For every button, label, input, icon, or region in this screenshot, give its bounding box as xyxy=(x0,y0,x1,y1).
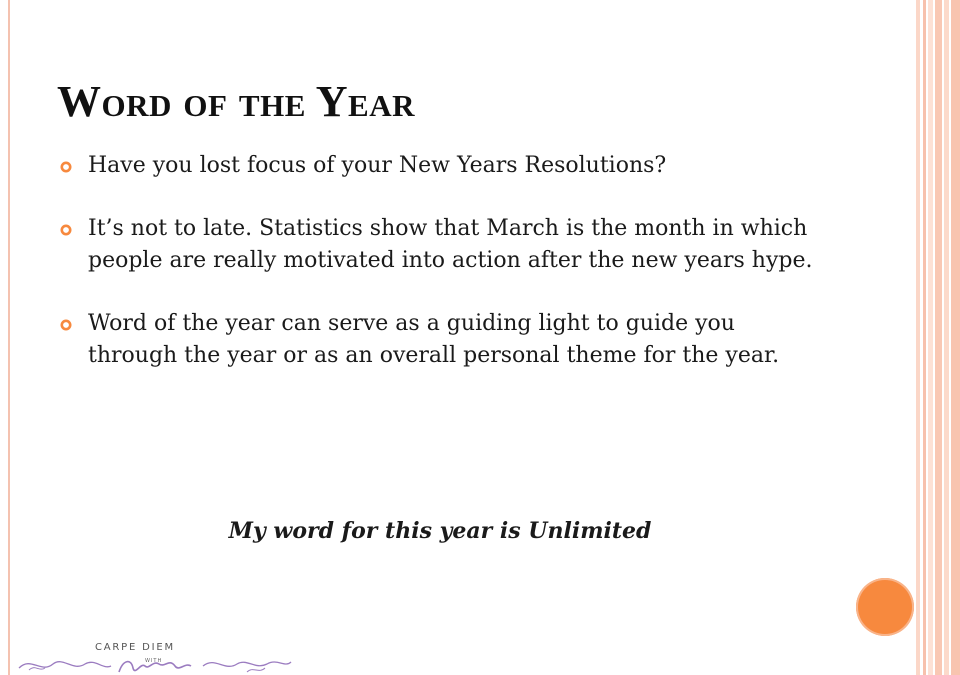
logo-swirl-icon xyxy=(15,652,295,675)
bullet-item xyxy=(60,213,830,277)
slide-title: Word of the Year xyxy=(57,77,415,126)
bullet-text: Have you lost focus of your New Years Resolutions? xyxy=(88,153,667,178)
bullet-text: It’s not to late. Statistics show that March is the month in which people are really motivated into action after the new years hype. xyxy=(88,216,813,273)
bullet-icon xyxy=(60,161,72,173)
logo-with-text: WITH xyxy=(145,658,163,664)
left-border-rule xyxy=(8,0,10,675)
bullet-item xyxy=(60,150,830,182)
bullet-item xyxy=(60,308,830,372)
orange-circle-icon xyxy=(856,578,914,636)
bullet-icon xyxy=(60,319,72,331)
right-border-stripes xyxy=(916,0,960,675)
bullet-icon xyxy=(60,224,72,236)
bullet-text: Word of the year can serve as a guiding light to guide you through the year or as an overall personal theme for the year. xyxy=(88,311,780,368)
closing-statement: My word for this year is Unlimited xyxy=(228,518,652,544)
logo-top-text: CARPE DIEM xyxy=(95,642,175,653)
carpe-diem-logo xyxy=(15,640,295,675)
bullet-list xyxy=(60,150,830,372)
